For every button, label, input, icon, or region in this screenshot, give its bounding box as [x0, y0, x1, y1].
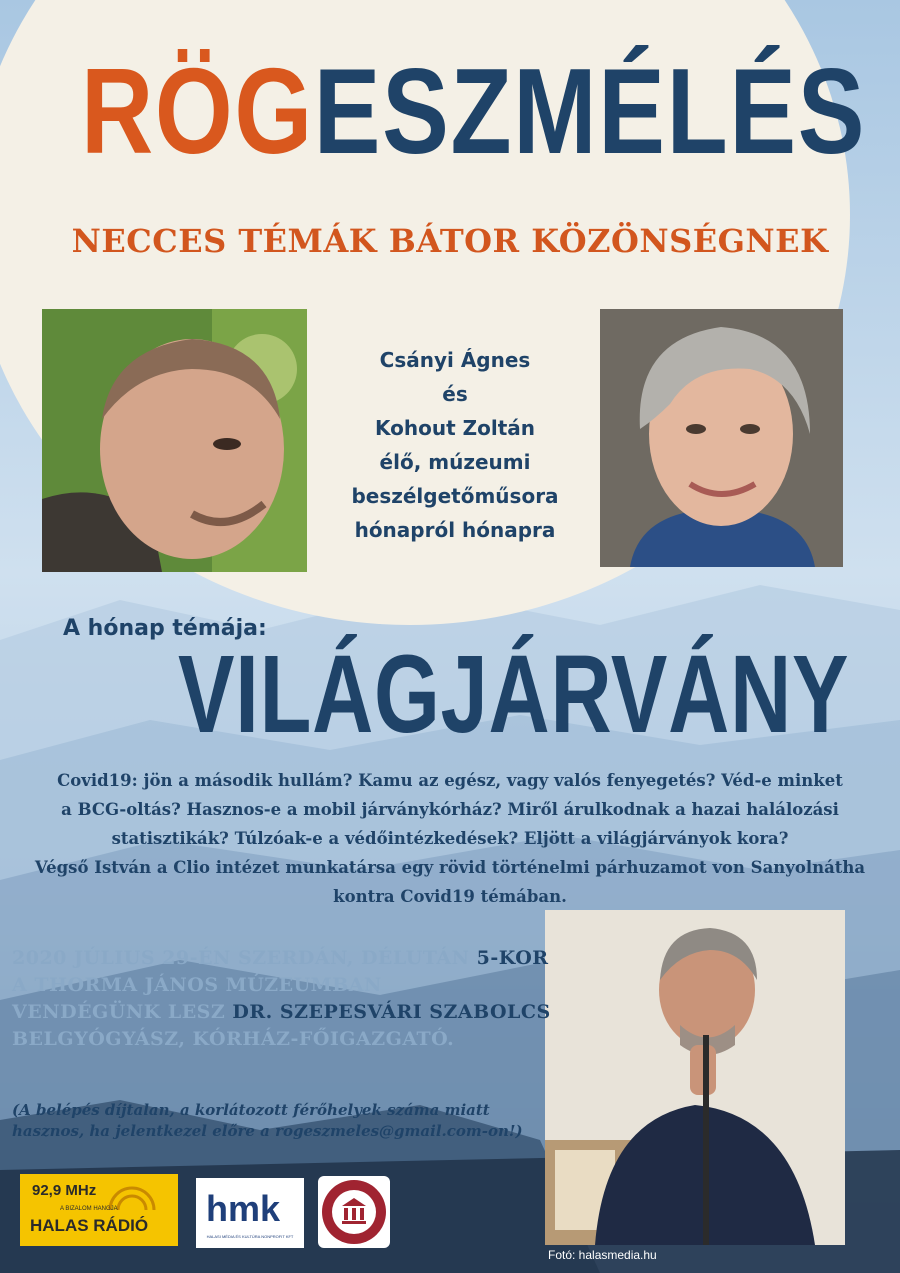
- hmk-wordmark: hmk: [206, 1188, 281, 1229]
- title-part-rog: RÖG: [81, 43, 314, 179]
- radio-frequency: 92,9 MHz: [32, 1182, 97, 1199]
- host-photo-man: [42, 309, 307, 572]
- photo-credit: Fotó: halasmedia.hu: [548, 1248, 657, 1262]
- host-line: élő, múzeumi: [379, 450, 531, 474]
- topic-label: A hónap témája:: [63, 616, 267, 641]
- event-time: 5-KOR: [476, 947, 549, 969]
- registration-note: (A belépés díjtalan, a korlátozott férőhelyek száma miatt hasznos, ha jelentkezel előre a rogeszmeles@gmail.com-on!): [12, 1101, 523, 1140]
- radio-name: HALAS RÁDIÓ: [30, 1216, 149, 1235]
- guest-intro: VENDÉGÜNK LESZ: [12, 1001, 233, 1023]
- topic-title: VILÁGJÁRVÁNY: [178, 633, 850, 756]
- topic-description: [20, 766, 880, 911]
- host-photo-woman: [600, 309, 843, 567]
- museum-name: [318, 1176, 390, 1248]
- event-details: [12, 945, 612, 1053]
- event-subtitle: NECCES TÉMÁK BÁTOR KÖZÖNSÉGNEK: [71, 222, 829, 260]
- description-line: kontra Covid19 témában.: [333, 887, 567, 906]
- event-date: 2020 JÚLIUS 29-ÉN SZERDÁN, DÉLUTÁN: [12, 947, 477, 969]
- hmk-subtitle: HALASI MÉDIA ÉS KULTÚRA NONPROFIT KFT: [206, 1234, 294, 1239]
- description-line: Covid19: jön a második hullám? Kamu az egész, vagy valós fenyegetés? Véd-e minket: [57, 771, 843, 790]
- host-line: beszélgetőműsora: [351, 484, 559, 508]
- guest-name: DR. SZEPESVÁRI SZABOLCS: [232, 1001, 551, 1023]
- guest-title: BELGYÓGYÁSZ, KÓRHÁZ-FŐIGAZGATÓ.: [12, 1028, 455, 1050]
- description-line: Végső István a Clio intézet munkatársa egy rövid történelmi párhuzamot von Sanyolnátha: [34, 858, 866, 877]
- hmk-logo: [196, 1178, 304, 1248]
- description-line: statisztikák? Túlzóak-e a védőintézkedések? Eljött a világjárványok kora?: [111, 829, 789, 848]
- hosts-text: [335, 343, 575, 547]
- host-line: hónapról hónapra: [354, 518, 556, 542]
- description-line: a BCG-oltás? Hasznos-e a mobil járványkórház? Miről árulkodnak a hazai halálozási: [61, 800, 839, 819]
- host-line: Csányi Ágnes: [379, 348, 531, 372]
- halas-radio-logo: [20, 1174, 178, 1246]
- event-venue: A THORMA JÁNOS MÚZEUMBAN: [12, 974, 382, 996]
- title-part-eszmeles: ESZMÉLÉS: [313, 43, 867, 179]
- event-title: [81, 43, 867, 179]
- host-line: és: [442, 382, 468, 406]
- host-line: Kohout Zoltán: [374, 416, 536, 440]
- radio-slogan: A BIZALOM HANGJA: [60, 1206, 118, 1212]
- thorma-museum-logo: [318, 1176, 390, 1248]
